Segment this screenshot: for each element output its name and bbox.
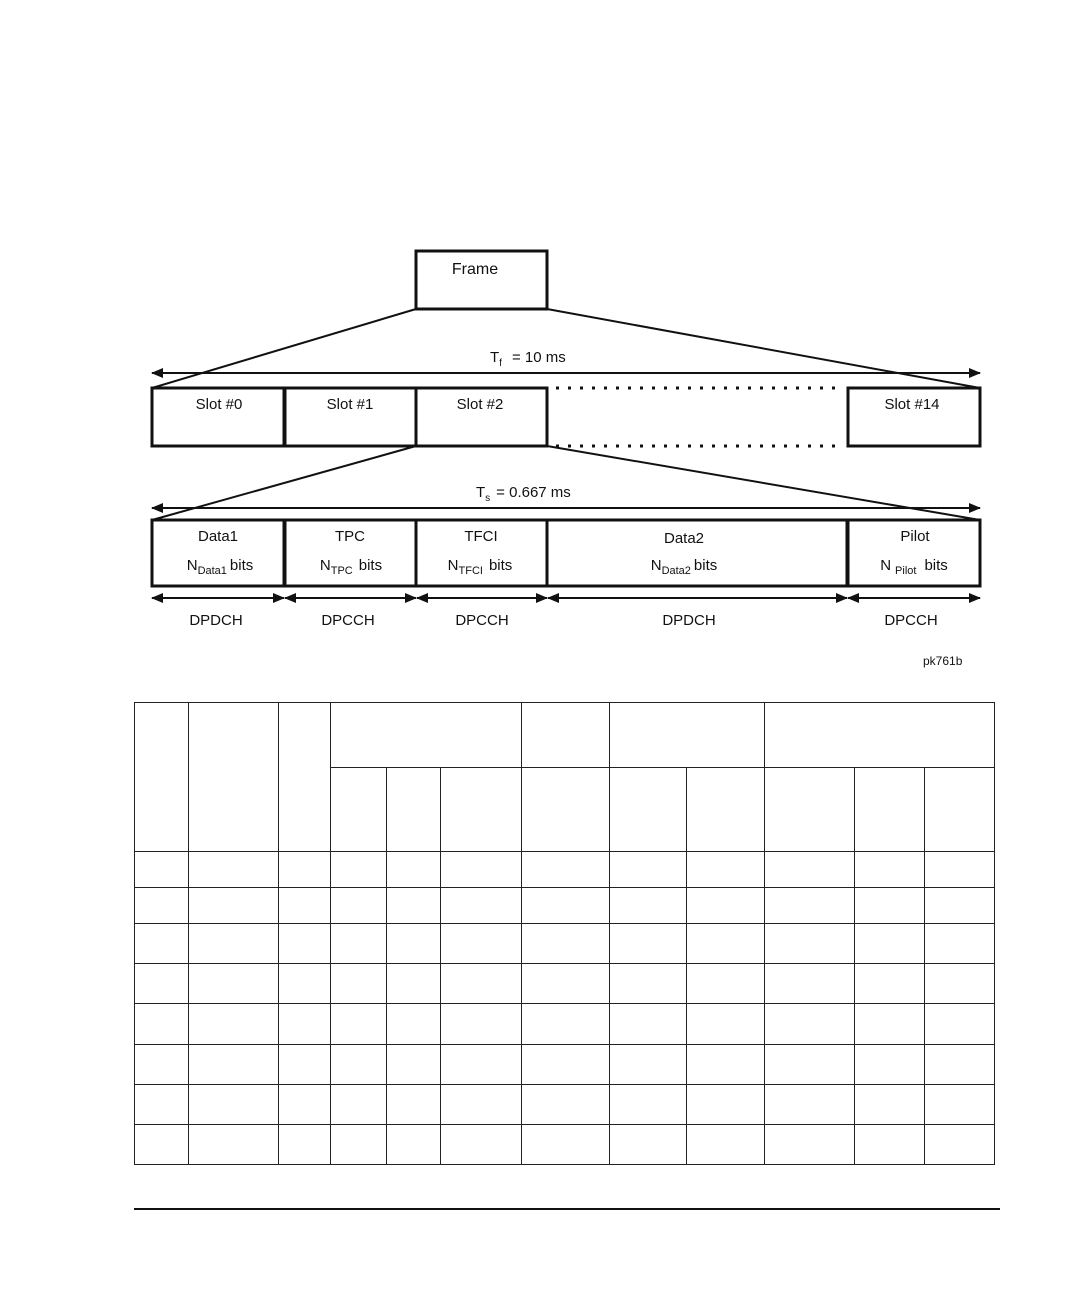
table-cell — [765, 852, 855, 888]
table-cell — [135, 1004, 189, 1045]
slot-2 — [416, 388, 547, 446]
table-cell — [331, 888, 387, 924]
table-cell — [765, 1085, 855, 1125]
field-name: Data2 — [663, 530, 705, 547]
table-row — [135, 852, 995, 888]
table-cell — [855, 888, 925, 924]
table-cell — [925, 964, 995, 1004]
channel-label: DPDCH — [189, 612, 243, 629]
table-cell — [387, 924, 441, 964]
table-cell — [765, 964, 855, 1004]
table-cell — [765, 1045, 855, 1085]
table-cell — [387, 1045, 441, 1085]
table-header-cell — [387, 768, 441, 852]
slot-14 — [848, 388, 980, 446]
table-cell — [610, 852, 687, 888]
table-cell — [855, 964, 925, 1004]
slot-label: Slot #0 — [195, 396, 243, 413]
field-name: TPC — [335, 528, 365, 545]
channel-label: DPCCH — [321, 612, 375, 629]
table-row — [135, 1085, 995, 1125]
slot-1 — [285, 388, 416, 446]
field-name: Pilot — [900, 528, 930, 545]
field-data2 — [547, 520, 847, 586]
table-row — [135, 1045, 995, 1085]
table-cell — [522, 1085, 610, 1125]
table-cell — [135, 1085, 189, 1125]
table-cell — [279, 964, 331, 1004]
table-header-cell — [925, 768, 995, 852]
table-header-cell — [687, 768, 765, 852]
frame-period-symbol: T — [490, 349, 500, 366]
table-cell — [279, 924, 331, 964]
table-header-cell — [441, 768, 522, 852]
table-cell — [855, 1045, 925, 1085]
table-cell — [610, 1085, 687, 1125]
table-cell — [279, 1125, 331, 1165]
table-row — [135, 1125, 995, 1165]
table-cell — [522, 1125, 610, 1165]
frame-expansion-line-right — [547, 309, 980, 388]
table-cell — [687, 1004, 765, 1045]
table-cell — [441, 1004, 522, 1045]
table-cell — [441, 1085, 522, 1125]
table-cell — [189, 1125, 279, 1165]
field-size: N $_{Pilot}$ bits — [880, 557, 948, 577]
table-cell — [387, 852, 441, 888]
table-cell — [522, 1045, 610, 1085]
table-cell — [522, 888, 610, 924]
table-cell — [135, 924, 189, 964]
frame-expansion-line-left — [152, 309, 416, 388]
table-cell — [331, 924, 387, 964]
table-header-cell — [610, 703, 765, 768]
table-cell — [925, 1045, 995, 1085]
table-cell — [387, 1125, 441, 1165]
field-size: $N_{Data1}$ bits — [186, 557, 254, 577]
table-header-cell — [765, 768, 855, 852]
table-cell — [441, 852, 522, 888]
table-header-cell — [189, 703, 279, 852]
table-cell — [925, 1125, 995, 1165]
field-pilot — [848, 520, 980, 586]
slot-period-subscript: s — [485, 493, 491, 504]
field-tfci — [416, 520, 547, 586]
table-cell — [135, 964, 189, 1004]
table-cell — [441, 1125, 522, 1165]
slot-period-symbol: T — [476, 484, 486, 501]
table-cell — [855, 1125, 925, 1165]
table-cell — [687, 1125, 765, 1165]
table-cell — [387, 1085, 441, 1125]
frame-period-subscript: f — [499, 358, 502, 369]
table-cell — [189, 1045, 279, 1085]
table-cell — [765, 888, 855, 924]
slot-0 — [152, 388, 284, 446]
table-cell — [925, 852, 995, 888]
table-cell — [610, 1045, 687, 1085]
table-cell — [610, 964, 687, 1004]
table-header-cell — [279, 703, 331, 852]
table-cell — [687, 924, 765, 964]
field-name: TFCI — [464, 528, 498, 545]
table-cell — [687, 964, 765, 1004]
table-cell — [687, 1045, 765, 1085]
table-cell — [765, 1125, 855, 1165]
table-cell — [610, 1004, 687, 1045]
table-header-cell — [855, 768, 925, 852]
table-cell — [855, 1004, 925, 1045]
table-header-cell — [522, 768, 610, 852]
table-cell — [925, 888, 995, 924]
table-row — [135, 888, 995, 924]
table-cell — [331, 1045, 387, 1085]
table-cell — [189, 1004, 279, 1045]
table-cell — [687, 1085, 765, 1125]
table-cell — [135, 1045, 189, 1085]
slot-label: Slot #2 — [456, 396, 504, 413]
field-tpc — [285, 520, 416, 586]
table-header-cell — [610, 768, 687, 852]
table-cell — [189, 924, 279, 964]
table-cell — [765, 1004, 855, 1045]
field-name: Data1 — [197, 528, 239, 545]
table-cell — [387, 964, 441, 1004]
table-cell — [610, 888, 687, 924]
table-cell — [279, 888, 331, 924]
slot-period-value: = 0.667 ms — [496, 484, 571, 501]
table-row — [135, 924, 995, 964]
table-header-cell — [331, 768, 387, 852]
table-cell — [441, 924, 522, 964]
channel-label: DPCCH — [455, 612, 509, 629]
table-header-cell — [522, 703, 610, 768]
table-cell — [441, 964, 522, 1004]
table-cell — [855, 1085, 925, 1125]
table-header-cell — [765, 703, 995, 768]
slot-label: Slot #14 — [884, 396, 940, 413]
table-cell — [331, 852, 387, 888]
table-cell — [189, 1085, 279, 1125]
table-cell — [189, 964, 279, 1004]
table-cell — [279, 1004, 331, 1045]
table-cell — [522, 1004, 610, 1045]
footer-rule — [134, 1208, 1000, 1210]
table-row — [135, 1004, 995, 1045]
field-data1 — [152, 520, 284, 586]
table-cell — [441, 1045, 522, 1085]
table-cell — [279, 852, 331, 888]
table-cell — [855, 924, 925, 964]
frame-period-value: = 10 ms — [511, 349, 566, 366]
table-cell — [189, 852, 279, 888]
table-header-cell — [135, 703, 189, 852]
table-cell — [331, 964, 387, 1004]
channel-label: DPCCH — [884, 612, 938, 629]
table-cell — [387, 1004, 441, 1045]
table-cell — [331, 1085, 387, 1125]
table-cell — [925, 1085, 995, 1125]
table-cell — [441, 888, 522, 924]
table-cell — [189, 888, 279, 924]
table-cell — [610, 924, 687, 964]
field-size: $N_{Data2}$ bits — [650, 557, 718, 577]
table-cell — [331, 1004, 387, 1045]
frame-box — [416, 251, 547, 309]
frame-label: Frame — [451, 261, 499, 278]
table-cell — [687, 852, 765, 888]
table-cell — [279, 1085, 331, 1125]
slot-label: Slot #1 — [326, 396, 374, 413]
table-cell — [135, 888, 189, 924]
table-cell — [925, 1004, 995, 1045]
field-size: $N_{TPC}$ bits — [319, 557, 383, 577]
slot-period-label — [476, 484, 571, 504]
field-size: $N_{TFCI}$ bits — [447, 557, 513, 577]
table-cell — [765, 924, 855, 964]
empty-parameter-table — [134, 702, 995, 1165]
table-cell — [279, 1045, 331, 1085]
table-cell — [135, 852, 189, 888]
frame-period-label — [490, 349, 566, 369]
table-cell — [687, 888, 765, 924]
table-cell — [522, 924, 610, 964]
table-cell — [522, 964, 610, 1004]
figure-id: pk761b — [923, 654, 963, 668]
table-cell — [135, 1125, 189, 1165]
table-cell — [925, 924, 995, 964]
table-header-cell — [331, 703, 522, 768]
channel-label: DPDCH — [662, 612, 716, 629]
table-row — [135, 964, 995, 1004]
table-cell — [855, 852, 925, 888]
table-cell — [522, 852, 610, 888]
table-cell — [331, 1125, 387, 1165]
table-cell — [387, 888, 441, 924]
table-header-row — [135, 703, 995, 768]
table-cell — [610, 1125, 687, 1165]
